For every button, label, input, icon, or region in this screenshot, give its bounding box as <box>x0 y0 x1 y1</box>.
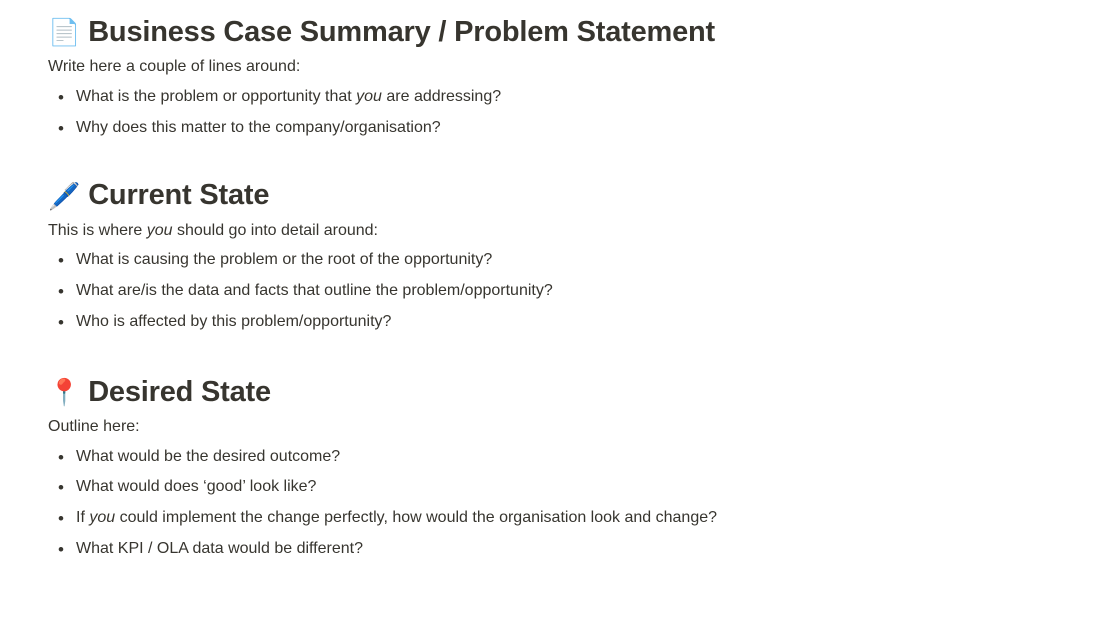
round-pushpin-emoji: 📍 <box>48 376 81 407</box>
section-business-case-summary <box>48 14 1064 143</box>
section-spacer <box>48 338 1064 374</box>
section-title: Current State <box>88 179 270 212</box>
list-item: • What is the problem or opportunity that you are addressing? <box>76 82 1064 113</box>
list-item: • What is causing the problem or the root of the opportunity? <box>76 245 1064 276</box>
bullet-list <box>48 442 1064 565</box>
section-intro: Outline here: <box>48 417 140 435</box>
pen-emoji: 🖊️ <box>48 180 81 211</box>
page-facing-up-emoji: 📄 <box>48 17 81 48</box>
list-item: • Why does this matter to the company/organisation? <box>76 113 1064 144</box>
section-heading <box>48 14 1064 50</box>
list-item: • What would does ‘good’ look like? <box>76 472 1064 503</box>
section-desired-state <box>48 374 1064 565</box>
section-heading <box>48 177 1064 213</box>
list-item: • What KPI / OLA data would be different? <box>76 534 1064 565</box>
section-title: Desired State <box>88 375 271 408</box>
bullet-list <box>48 245 1064 337</box>
section-intro: Write here a couple of lines around: <box>48 58 301 76</box>
section-heading <box>48 374 1064 410</box>
list-item: • Who is affected by this problem/opportunity? <box>76 307 1064 338</box>
section-spacer <box>48 143 1064 177</box>
section-current-state <box>48 177 1064 337</box>
list-item: • What are/is the data and facts that outline the problem/opportunity? <box>76 276 1064 307</box>
page-title: Business Case Summary / Problem Statement <box>88 16 715 48</box>
list-item: • If you could implement the change perfectly, how would the organisation look and change? <box>76 503 1064 534</box>
list-item: • What would be the desired outcome? <box>76 442 1064 473</box>
section-intro: This is where you should go into detail around: <box>48 221 378 239</box>
bullet-list <box>48 82 1064 144</box>
